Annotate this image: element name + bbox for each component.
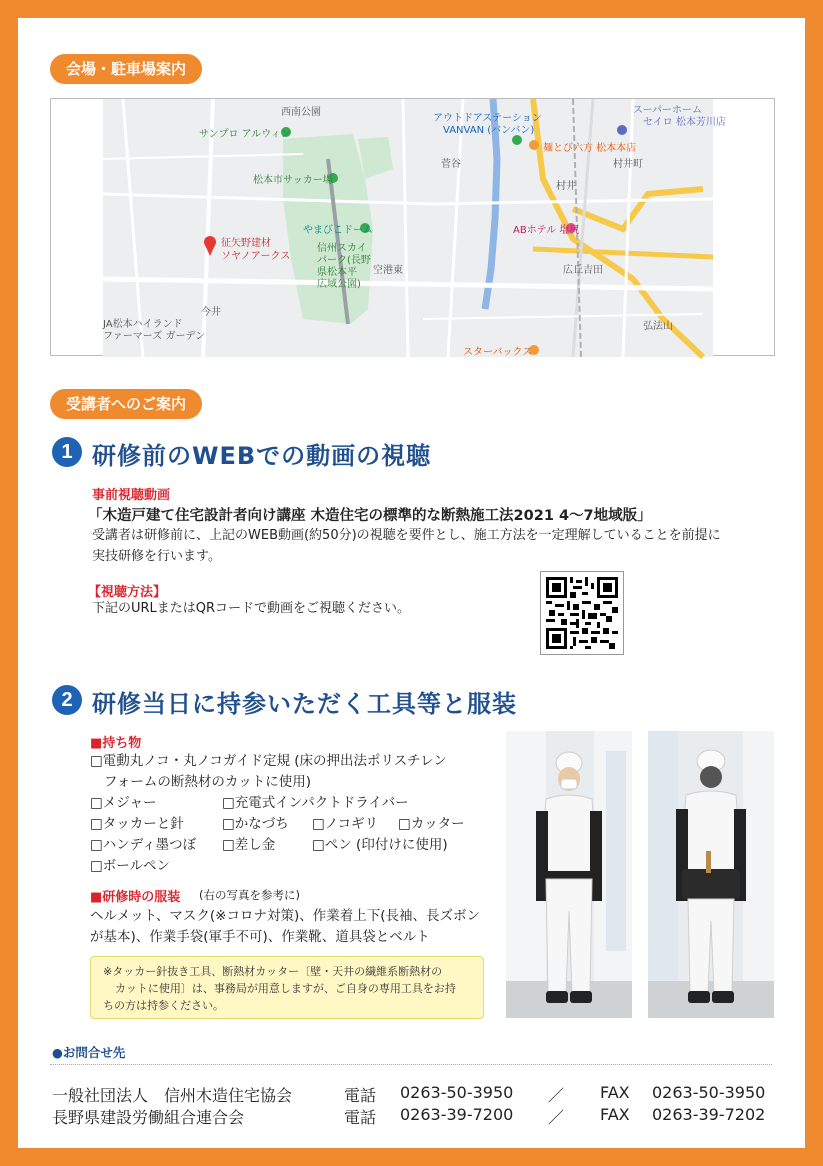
contact-separator: ／ bbox=[548, 1108, 565, 1127]
tool-note-box bbox=[90, 956, 484, 1019]
map-canvas[interactable] bbox=[103, 99, 726, 358]
back-outfit-photo bbox=[648, 731, 774, 1018]
map-label-seiyu: セイロ 松本芳川店 bbox=[643, 117, 726, 128]
note-line2: カットに使用〕は、事務局が用意しますが、ご自身の専用工具をお持 bbox=[115, 982, 456, 995]
contact-tel-label: 電話 bbox=[344, 1108, 377, 1127]
map-label-muraimachi: 村井 bbox=[556, 181, 576, 192]
video-label: 事前視聴動画 bbox=[92, 488, 171, 503]
clothing-line2: が基本)、作業手袋(軍手不可)、作業靴、道具袋とベルト bbox=[90, 929, 430, 945]
item-hammer: □かなづち bbox=[222, 816, 289, 832]
map-label-skypark-1: 信州スカイ bbox=[317, 243, 367, 254]
map-label-skypark-2: パーク(長野 bbox=[317, 255, 371, 266]
map-label-kosho: 弘法山 bbox=[643, 321, 673, 332]
qr-code-icon bbox=[546, 577, 618, 649]
item-tacker: □タッカーと針 bbox=[90, 816, 184, 832]
contact-fax-label: FAX bbox=[600, 1083, 630, 1102]
contact-fax: 0263-39-7202 bbox=[652, 1105, 766, 1124]
contact-header: ●お問合せ先 bbox=[52, 1045, 126, 1060]
flyer-sheet bbox=[18, 18, 805, 1148]
item-saw-line1: □電動丸ノコ・丸ノコガイド定規 (床の押出法ポリスチレン bbox=[90, 753, 447, 769]
contact-separator: ／ bbox=[548, 1086, 565, 1105]
map-label-skypark-4: 広域公園) bbox=[317, 279, 361, 290]
contact-fax-label: FAX bbox=[600, 1105, 630, 1124]
map-label-starbucks: スターバックス bbox=[463, 347, 533, 358]
map-label-hiraoka: 広丘吉田 bbox=[563, 265, 603, 276]
map-label-sanpuro: サンプロ アルウィン bbox=[199, 129, 291, 140]
map-label-outdoor-2: VANVAN (バンバン) bbox=[443, 125, 535, 136]
map-label-ja-2: ファーマーズ ガーデン bbox=[103, 331, 206, 342]
section1-number: 1 bbox=[52, 437, 82, 467]
clothing-note: (右の写真を参考に) bbox=[199, 888, 300, 902]
item-cutter: □カッター bbox=[398, 816, 465, 832]
venue-section-label: 会場・駐車場案内 bbox=[50, 54, 202, 84]
item-handsaw: □ノコギリ bbox=[312, 816, 379, 832]
item-driver: □充電式インパクトドライバー bbox=[222, 795, 409, 811]
contact-org: 一般社団法人 信州木造住宅協会 bbox=[52, 1086, 293, 1105]
map-roads bbox=[103, 99, 713, 357]
map-label-ab-hotel: ABホテル 塩尻 bbox=[513, 225, 580, 236]
section2-number: 2 bbox=[52, 685, 82, 715]
map-label-skypark-3: 県松本平 bbox=[317, 267, 357, 278]
item-saw-line2: フォームの断熱材のカットに使用) bbox=[104, 774, 311, 790]
map-label-soccer: 松本市サッカー場 bbox=[253, 175, 333, 186]
course-title: 「木造戸建て住宅設計者向け講座 木造住宅の標準的な断熱施工法2021 4～7地域版」 bbox=[88, 508, 652, 524]
map-label-outdoor-1: アウトドアステーション bbox=[433, 113, 542, 124]
contact-divider bbox=[50, 1064, 772, 1065]
desc-line2: 実技研修を行います。 bbox=[92, 549, 221, 564]
item-pen: □ペン (印付けに使用) bbox=[312, 837, 448, 853]
section2-title: 研修当日に持参いただく工具等と服装 bbox=[92, 690, 517, 718]
map-label-mentobi: 麺とび六方 松本本店 bbox=[543, 143, 637, 154]
note-line1: ※タッカー針抜き工具、断熱材カッター〔壁・天井の繊維系断熱材の bbox=[103, 965, 443, 978]
map-label-imai: 今井 bbox=[201, 307, 221, 318]
section1-title: 研修前のWEBでの動画の視聴 bbox=[92, 442, 432, 470]
item-measure: □メジャー bbox=[90, 795, 157, 811]
contact-fax: 0263-50-3950 bbox=[652, 1083, 766, 1102]
method-text: 下記のURLまたはQRコードで動画をご視聴ください。 bbox=[92, 601, 411, 616]
method-label: 【視聴方法】 bbox=[88, 585, 167, 600]
desc-line1: 受講者は研修前に、上記のWEB動画(約50分)の視聴を要件とし、施工方法を一定理解していることを前提に bbox=[92, 528, 721, 543]
clothing-line1: ヘルメット、マスク(※コロナ対策)、作業着上下(長袖、長ズボン bbox=[90, 908, 480, 924]
contact-tel[interactable]: 0263-39-7200 bbox=[400, 1105, 514, 1124]
contact-tel-label: 電話 bbox=[344, 1086, 377, 1105]
map-label-venue-2: ソヤノアークス bbox=[221, 251, 291, 262]
worker-back-figure bbox=[648, 731, 774, 1018]
item-ink: □ハンディ墨つぼ bbox=[90, 837, 197, 853]
video-qr-code[interactable] bbox=[540, 571, 624, 655]
venue-map[interactable] bbox=[50, 98, 775, 356]
contact-tel[interactable]: 0263-50-3950 bbox=[400, 1083, 514, 1102]
worker-front-figure bbox=[506, 731, 632, 1018]
note-line3: ちの方は持参ください。 bbox=[103, 999, 224, 1012]
attendee-section-label: 受講者へのご案内 bbox=[50, 389, 202, 419]
contact-org: 長野県建設労働組合連合会 bbox=[52, 1108, 245, 1127]
map-label-murai: 村井町 bbox=[613, 159, 643, 170]
map-label-venue-1: 征矢野建材 bbox=[221, 238, 271, 249]
item-ballpen: □ボールペン bbox=[90, 858, 170, 874]
map-label-sugai: 菅谷 bbox=[441, 159, 461, 170]
map-label-kuko: 空港東 bbox=[373, 265, 403, 276]
item-square: □差し金 bbox=[222, 837, 276, 853]
map-label-super: スーパーホーム bbox=[633, 105, 702, 116]
map-label-ja-1: JA松本ハイランド bbox=[103, 319, 183, 330]
map-label-nishiminami: 西南公園 bbox=[281, 107, 321, 118]
map-label-yamabiko: やまびこドーム bbox=[303, 225, 373, 236]
clothing-label: ■研修時の服装 bbox=[90, 890, 181, 905]
front-outfit-photo bbox=[506, 731, 632, 1018]
items-label: ■持ち物 bbox=[90, 736, 142, 751]
